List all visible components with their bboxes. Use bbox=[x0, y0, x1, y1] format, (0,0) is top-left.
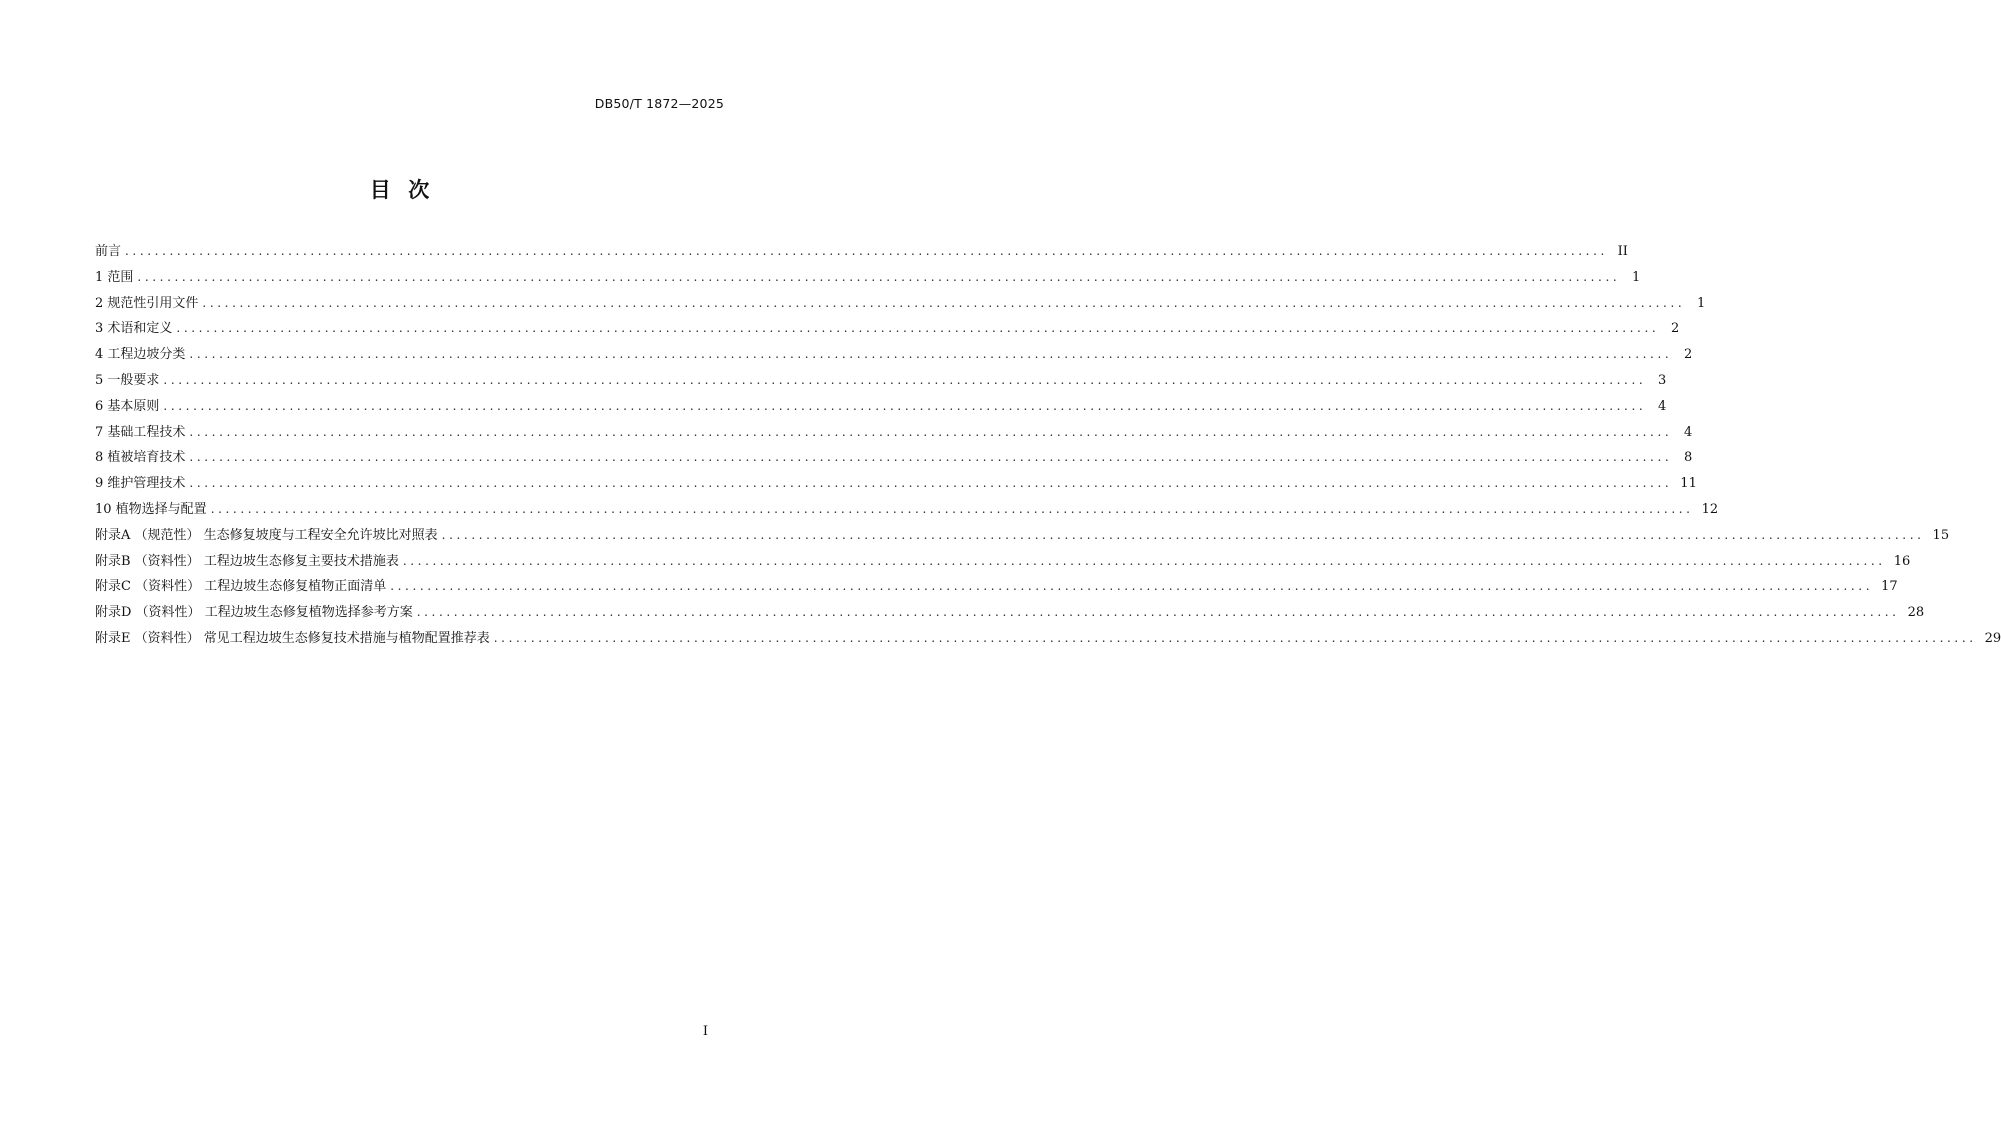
toc-leader-dots: ........................................................................................................................................................................................................ bbox=[163, 398, 1647, 413]
toc-entry-page: 12 bbox=[1701, 501, 1719, 517]
toc-entry-page: 29 bbox=[1984, 630, 2001, 646]
toc-leader-dots: ........................................................................................................................................................................................................ bbox=[163, 372, 1647, 387]
toc-entry-label: 2 规范性引用文件 bbox=[95, 295, 199, 311]
toc-entry[interactable] bbox=[95, 266, 1641, 292]
toc-entry-page: 16 bbox=[1893, 553, 1911, 569]
toc-entry-label: 7 基础工程技术 bbox=[95, 424, 186, 440]
toc-entry[interactable] bbox=[95, 550, 1911, 576]
toc-entry[interactable] bbox=[95, 601, 1925, 627]
toc-entry-label: 附录A （规范性） 生态修复坡度与工程安全允许坡比对照表 bbox=[95, 527, 438, 543]
toc-title: 目 次 bbox=[369, 178, 431, 202]
toc-entry[interactable] bbox=[95, 343, 1693, 369]
toc-entry[interactable] bbox=[95, 395, 1667, 421]
toc-entry[interactable] bbox=[95, 421, 1693, 447]
toc-entry-label: 前言 bbox=[95, 244, 122, 259]
toc-leader-dots: ........................................................................................................................................................................................................ bbox=[441, 527, 1925, 542]
toc-entry[interactable] bbox=[95, 240, 1628, 266]
toc-entry-label: 10 植物选择与配置 bbox=[95, 501, 207, 517]
toc-list bbox=[95, 240, 2001, 653]
toc-entry-page: 2 bbox=[1684, 347, 1693, 363]
toc-entry[interactable] bbox=[95, 524, 1950, 550]
toc-entry-page: 2 bbox=[1671, 321, 1680, 337]
toc-leader-dots: ........................................................................................................................................................................................................ bbox=[189, 476, 1673, 491]
toc-entry-label: 4 工程边坡分类 bbox=[95, 347, 186, 363]
toc-entry-label: 附录B （资料性） 工程边坡生态修复主要技术措施表 bbox=[95, 553, 399, 569]
toc-entry[interactable] bbox=[95, 292, 1706, 318]
toc-entry-page: 8 bbox=[1684, 450, 1693, 466]
toc-entry-label: 3 术语和定义 bbox=[95, 321, 173, 337]
toc-leader-dots: ........................................................................................................................................................................................................ bbox=[125, 244, 1608, 258]
toc-entry[interactable] bbox=[95, 575, 1898, 601]
toc-entry-page: 15 bbox=[1932, 527, 1950, 543]
toc-entry-label: 附录C （资料性） 工程边坡生态修复植物正面清单 bbox=[95, 579, 387, 595]
toc-entry-label: 1 范围 bbox=[95, 269, 134, 285]
toc-entry-page: 4 bbox=[1658, 398, 1667, 414]
toc-entry-label: 附录D （资料性） 工程边坡生态修复植物选择参考方案 bbox=[95, 605, 413, 621]
toc-leader-dots: ........................................................................................................................................................................................................ bbox=[416, 605, 1900, 620]
toc-leader-dots: ........................................................................................................................................................................................................ bbox=[402, 553, 1886, 568]
toc-leader-dots: ........................................................................................................................................................................................................ bbox=[390, 579, 1874, 594]
toc-entry[interactable] bbox=[95, 317, 1680, 343]
toc-entry-page: 28 bbox=[1907, 605, 1925, 621]
toc-entry[interactable] bbox=[95, 627, 2001, 653]
toc-entry-label: 附录E （资料性） 常见工程边坡生态修复技术措施与植物配置推荐表 bbox=[95, 630, 490, 646]
toc-entry[interactable] bbox=[95, 472, 1697, 498]
toc-entry-label: 5 一般要求 bbox=[95, 372, 160, 388]
toc-entry[interactable] bbox=[95, 369, 1667, 395]
toc-entry-page: 11 bbox=[1680, 476, 1697, 492]
toc-entry-page: 17 bbox=[1881, 579, 1898, 595]
toc-entry-page: 4 bbox=[1684, 424, 1693, 440]
toc-leader-dots: ........................................................................................................................................................................................................ bbox=[176, 321, 1660, 336]
toc-leader-dots: ........................................................................................................................................................................................................ bbox=[493, 630, 1977, 645]
toc-entry-page: 1 bbox=[1697, 295, 1706, 311]
toc-entry-page: II bbox=[1617, 244, 1628, 259]
toc-entry-label: 6 基本原则 bbox=[95, 398, 160, 414]
page-number: I bbox=[702, 1024, 708, 1039]
toc-leader-dots: ........................................................................................................................................................................................................ bbox=[189, 424, 1673, 439]
toc-entry-label: 8 植被培育技术 bbox=[95, 450, 186, 466]
toc-leader-dots: ........................................................................................................................................................................................................ bbox=[137, 269, 1621, 284]
document-code: DB50/T 1872—2025 bbox=[594, 96, 724, 111]
toc-entry-label: 9 维护管理技术 bbox=[95, 476, 186, 492]
toc-entry-page: 1 bbox=[1632, 269, 1641, 285]
toc-entry[interactable] bbox=[95, 498, 1719, 524]
toc-entry-page: 3 bbox=[1658, 372, 1667, 388]
toc-leader-dots: ........................................................................................................................................................................................................ bbox=[210, 501, 1694, 516]
toc-leader-dots: ........................................................................................................................................................................................................ bbox=[202, 295, 1686, 310]
toc-entry[interactable] bbox=[95, 446, 1693, 472]
toc-leader-dots: ........................................................................................................................................................................................................ bbox=[189, 347, 1673, 362]
toc-leader-dots: ........................................................................................................................................................................................................ bbox=[189, 450, 1673, 465]
